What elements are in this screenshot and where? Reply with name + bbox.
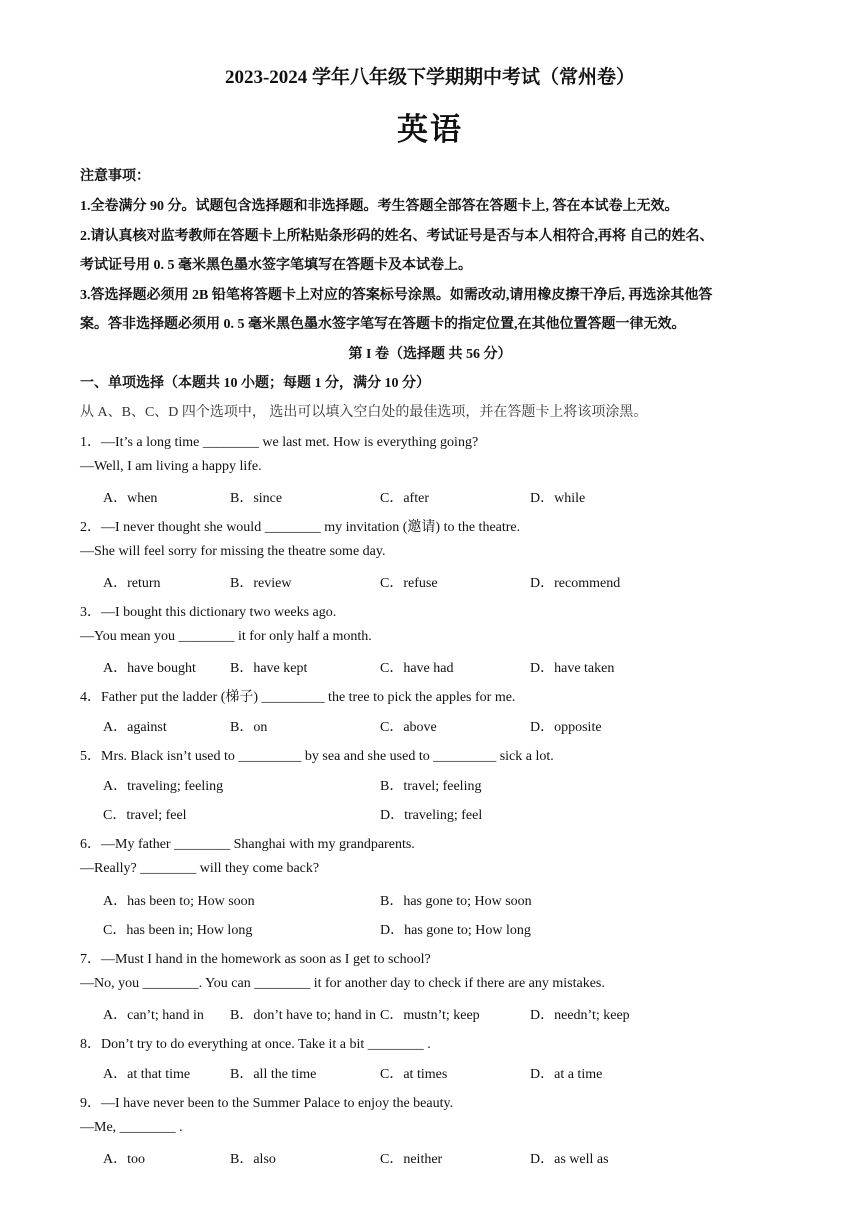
question-stem: —No, you ________. You can ________ it for another day to check if there are any mistakes.: [80, 976, 605, 991]
option-d: D．have taken: [530, 661, 615, 676]
option-b: B．don’t have to; hand in: [230, 1008, 376, 1023]
option-a: A．at that time: [103, 1067, 191, 1082]
option-b: B．since: [230, 491, 283, 506]
question-stem: 5．Mrs. Black isn’t used to _________ by sea and she used to _________ sick a lot.: [80, 749, 554, 764]
option-c: C．after: [380, 491, 429, 506]
question-stem: 7．—Must I hand in the homework as soon as I get to school?: [80, 952, 431, 967]
option-c: C．travel; feel: [103, 808, 187, 823]
question-stem: —Me, ________ .: [80, 1120, 183, 1135]
option-b: B．travel; feeling: [380, 779, 482, 794]
option-d: D．recommend: [530, 576, 621, 591]
notice-line: 考试证号用 0. 5 毫米黑色墨水签字笔填写在答题卡及本试卷上。: [80, 258, 472, 273]
question-stem: 6．—My father ________ Shanghai with my grandparents.: [80, 837, 415, 852]
option-b: B．on: [230, 720, 268, 735]
question-stem: 9．—I have never been to the Summer Palace to enjoy the beauty.: [80, 1096, 454, 1111]
option-a: A．have bought: [103, 661, 196, 676]
notice-line: 1.全卷满分 90 分。试题包含选择题和非选择题。考生答题全部答在答题卡上, 答在本试卷上无效。: [80, 199, 679, 214]
option-c: C．refuse: [380, 576, 438, 591]
notice-heading: 注意事项：: [80, 169, 150, 184]
notice-line: 2.请认真核对监考教师在答题卡上所粘贴条形码的姓名、考试证号是否与本人相符合,再将 自己的姓名、: [80, 229, 714, 244]
option-d: D．needn’t; keep: [530, 1008, 630, 1023]
question-stem: 3．—I bought this dictionary two weeks ago.: [80, 605, 337, 620]
notice-line: 案。答非选择题必须用 0. 5 毫米黑色墨水签字笔写在答题卡的指定位置,在其他位置答题一律无效。: [80, 317, 686, 332]
option-c: C．has been in; How long: [103, 923, 253, 938]
option-d: D．opposite: [530, 720, 602, 735]
option-d: D．while: [530, 491, 586, 506]
option-c: C．have had: [380, 661, 454, 676]
option-a: A．can’t; hand in: [103, 1008, 204, 1023]
notice-line: 3.答选择题必须用 2B 铅笔将答题卡上对应的答案标号涂黑。如需改动,请用橡皮擦干净后, 再选涂其他答: [80, 288, 713, 303]
option-b: B．have kept: [230, 661, 308, 676]
question-stem: 2．—I never thought she would ________ my invitation (邀请) to the theatre.: [80, 520, 521, 535]
option-d: D．traveling; feel: [380, 808, 483, 823]
option-c: C．at times: [380, 1067, 448, 1082]
option-d: D．as well as: [530, 1152, 609, 1167]
option-d: D．has gone to; How long: [380, 923, 531, 938]
question-stem: 8．Don’t try to do everything at once. Take it a bit ________ .: [80, 1037, 431, 1052]
option-a: A．when: [103, 491, 158, 506]
option-a: A．return: [103, 576, 161, 591]
option-a: A．has been to; How soon: [103, 894, 255, 909]
option-b: B．also: [230, 1152, 276, 1167]
option-d: D．at a time: [530, 1067, 603, 1082]
part-title: 第 I 卷（选择题 共 56 分）: [348, 347, 512, 362]
option-a: A．traveling; feeling: [103, 779, 224, 794]
question-stem: —She will feel sorry for missing the theatre some day.: [80, 544, 386, 559]
question-stem: 4．Father put the ladder (梯子) _________ the tree to pick the apples for me.: [80, 690, 516, 705]
option-c: C．neither: [380, 1152, 443, 1167]
option-a: A．too: [103, 1152, 145, 1167]
question-stem: —You mean you ________ it for only half a month.: [80, 629, 372, 644]
option-b: B．review: [230, 576, 292, 591]
option-c: C．mustn’t; keep: [380, 1008, 480, 1023]
question-stem: —Really? ________ will they come back?: [80, 861, 320, 876]
exam-title: 2023-2024 学年八年级下学期期中考试（常州卷）: [224, 67, 636, 88]
option-a: A．against: [103, 720, 167, 735]
section-heading: 一、单项选择（本题共 10 小题；每题 1 分，满分 10 分）: [80, 376, 430, 391]
option-b: B．has gone to; How soon: [380, 894, 532, 909]
section-instruction: 从 A、B、C、D 四个选项中， 选出可以填入空白处的最佳选项，并在答题卡上将该项涂黑。: [80, 405, 648, 420]
question-stem: 1．—It’s a long time ________ we last met. How is everything going?: [80, 435, 479, 450]
option-c: C．above: [380, 720, 437, 735]
option-b: B．all the time: [230, 1067, 317, 1082]
subject-title: 英语: [397, 112, 463, 148]
question-stem: —Well, I am living a happy life.: [80, 459, 262, 474]
